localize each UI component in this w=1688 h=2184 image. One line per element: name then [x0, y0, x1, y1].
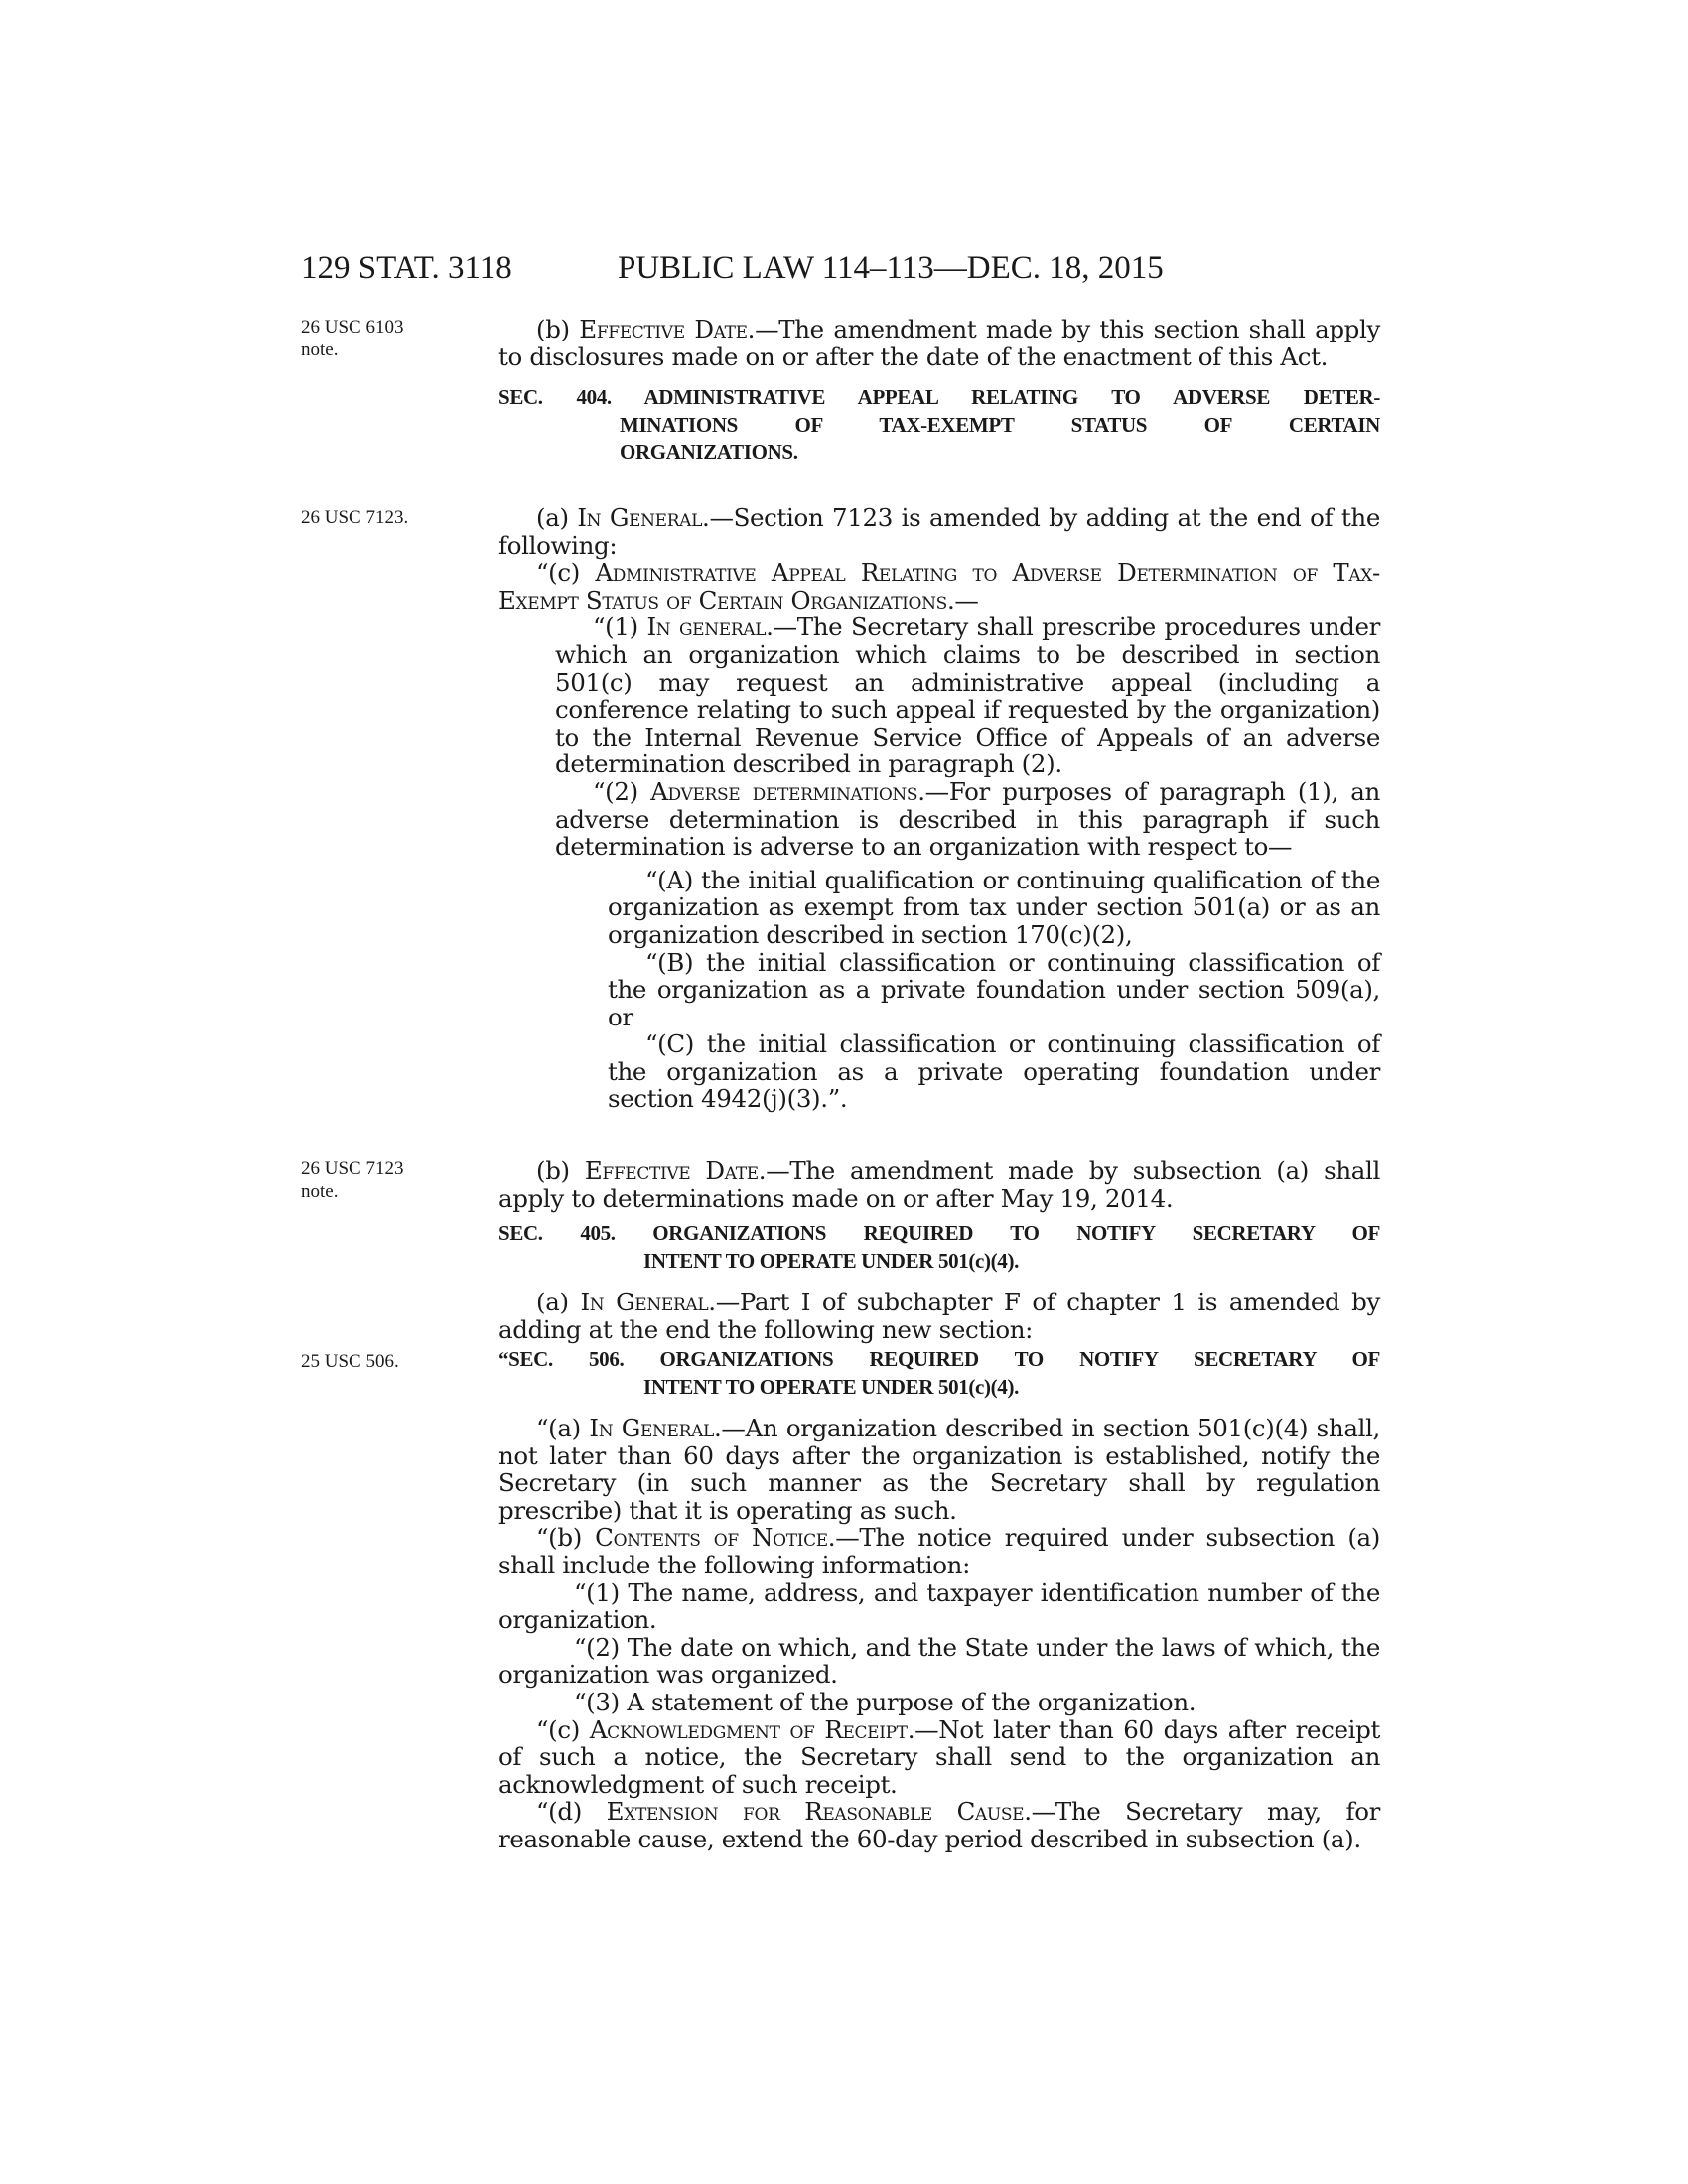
para-label: “(c)	[536, 1714, 590, 1744]
running-header-title: PUBLIC LAW 114–113—DEC. 18, 2015	[618, 250, 1164, 286]
para-text: .—The Secretary shall prescribe procedures under which an organization which claims to be described in section 501(c) may request an administrative appeal (including a conference relating to such appeal if requested by the organization) to the Internal Revenue Service Office of Appeals of an adverse determination described in paragraph (2).	[555, 613, 1380, 779]
para-heading: In General	[589, 1414, 714, 1442]
para-text: .—For purposes of paragraph (1), an adverse determination is described in this paragraph if such determination is adverse to an organization with respect to—	[555, 776, 1380, 862]
para-text: .—The notice required under subsection (a) shall include the following information:	[498, 1523, 1380, 1579]
paragraph-404b	[498, 1158, 1380, 1212]
section-404-heading	[498, 384, 1380, 467]
paragraph-506a	[498, 1415, 1380, 1524]
para-label: (a)	[536, 503, 578, 532]
para-text: .—The amendment made by subsection (a) shall apply to determinations made on or after May 19, 2014.	[498, 1157, 1380, 1213]
paragraph-506b	[498, 1524, 1380, 1578]
para-label: “(d)	[536, 1797, 607, 1827]
section-heading-line: MINATIONS OF TAX-EXEMPT STATUS OF CERTAIN	[620, 412, 1380, 437]
para-heading: In General	[580, 1288, 709, 1317]
para-heading: Contents of Notice	[595, 1523, 828, 1553]
para-label: “(c)	[536, 558, 596, 588]
para-text: .—The Secretary may, for reasonable cause, extend the 60-day period described in subsection (a).	[498, 1797, 1380, 1853]
section-heading-line: INTENT TO OPERATE UNDER 501(c)(4).	[643, 1374, 1019, 1399]
margin-note-line: 26 USC 6103	[301, 317, 404, 338]
paragraph-404c	[498, 559, 1380, 614]
para-heading: In General	[577, 503, 703, 532]
section-heading-line: INTENT TO OPERATE UNDER 501(c)(4).	[643, 1248, 1019, 1273]
para-text: .—The amendment made by this section shall apply to disclosures made on or after the date of the enactment of this Act.	[498, 315, 1380, 371]
paragraph-404a	[498, 504, 1380, 559]
para-text: .—Part I of subchapter F of chapter 1 is amended by adding at the end the following new section:	[498, 1288, 1380, 1344]
text-block-4	[498, 1346, 1380, 1853]
paragraph-506b2: “(2) The date on which, and the State under the laws of which, the organization was organized.	[498, 1632, 1380, 1690]
text-block-2	[498, 504, 1380, 1113]
para-label: (a)	[536, 1288, 581, 1317]
paragraph-506b1: “(1) The name, address, and taxpayer identification number of the organization.	[498, 1577, 1380, 1635]
section-heading-line: SEC. 405. ORGANIZATIONS REQUIRED TO NOTIFY SECRETARY OF	[498, 1221, 1380, 1246]
para-label: (b)	[536, 1157, 585, 1185]
para-heading: Effective Date	[584, 1157, 759, 1185]
paragraph-404A: “(A) the initial qualification or continuing qualification of the organization as exempt from tax under section 501(a) or as an organization described in section 170(c)(2),	[608, 865, 1380, 949]
para-heading: Adverse determinations	[650, 776, 918, 806]
text-block-3	[498, 1158, 1380, 1343]
paragraph-506b3: “(3) A statement of the purpose of the organization.	[574, 1687, 1196, 1716]
para-label: “(1)	[593, 613, 647, 642]
para-text: .—An organization described in section 501(c)(4) shall, not later than 60 days after the organization is established, notify the Secretary (in such manner as the Secretary shall by regulation prescribe) that it is operating as such.	[498, 1414, 1380, 1525]
margin-note-line: note.	[301, 1181, 339, 1202]
section-heading-line: SEC. 404. ADMINISTRATIVE APPEAL RELATING TO ADVERSE DETER-	[498, 385, 1380, 410]
margin-note-506: 25 USC 506.	[301, 1351, 399, 1372]
para-heading: Acknowledgment of Receipt	[589, 1714, 908, 1744]
section-506-heading	[498, 1346, 1380, 1401]
para-heading: Effective Date	[579, 315, 748, 343]
margin-note-line: note.	[301, 340, 339, 360]
margin-note-7123: 26 USC 7123.	[301, 507, 409, 528]
para-label: “(2)	[593, 776, 651, 806]
para-text: .—Not later than 60 days after receipt of such a notice, the Secretary shall send to the organization an acknowledgment of such receipt.	[498, 1714, 1380, 1799]
paragraph-405a	[498, 1289, 1380, 1343]
para-text: .—	[946, 585, 979, 614]
section-405-heading	[498, 1220, 1380, 1275]
paragraph-404c1	[498, 614, 1380, 778]
paragraph-404B: “(B) the initial classification or continuing classification of the organization as a private foundation under section 509(a), or	[608, 947, 1380, 1031]
paragraph-506d	[498, 1798, 1380, 1852]
para-heading: Administrative Appeal Relating to Adverse Determination of Tax-Exempt Status of Certain Organizations	[498, 558, 1380, 614]
paragraph-404c2	[498, 778, 1380, 861]
margin-note-line: 26 USC 7123	[301, 1159, 404, 1179]
para-heading: Extension for Reasonable Cause	[606, 1797, 1025, 1827]
para-label: (b)	[536, 315, 580, 343]
paragraph-403b	[498, 316, 1380, 370]
paragraph-404C: “(C) the initial classification or continuing classification of the organization as a private operating foundation under section 4942(j)(3).”.	[608, 1029, 1380, 1114]
paragraph-506c	[498, 1716, 1380, 1799]
margin-note-6103	[301, 316, 460, 361]
section-heading-line: “SEC. 506. ORGANIZATIONS REQUIRED TO NOTIFY SECRETARY OF	[498, 1347, 1380, 1371]
para-label: “(a)	[536, 1414, 590, 1442]
section-heading-line: ORGANIZATIONS.	[620, 440, 798, 465]
text-block-1	[498, 316, 1380, 467]
para-heading: In general	[646, 613, 767, 642]
para-text: .—Section 7123 is amended by adding at the end of the following:	[498, 503, 1380, 560]
margin-note-7123-note	[301, 1158, 460, 1203]
page-stat-reference: 129 STAT. 3118	[301, 250, 512, 286]
para-label: “(b)	[536, 1523, 596, 1553]
